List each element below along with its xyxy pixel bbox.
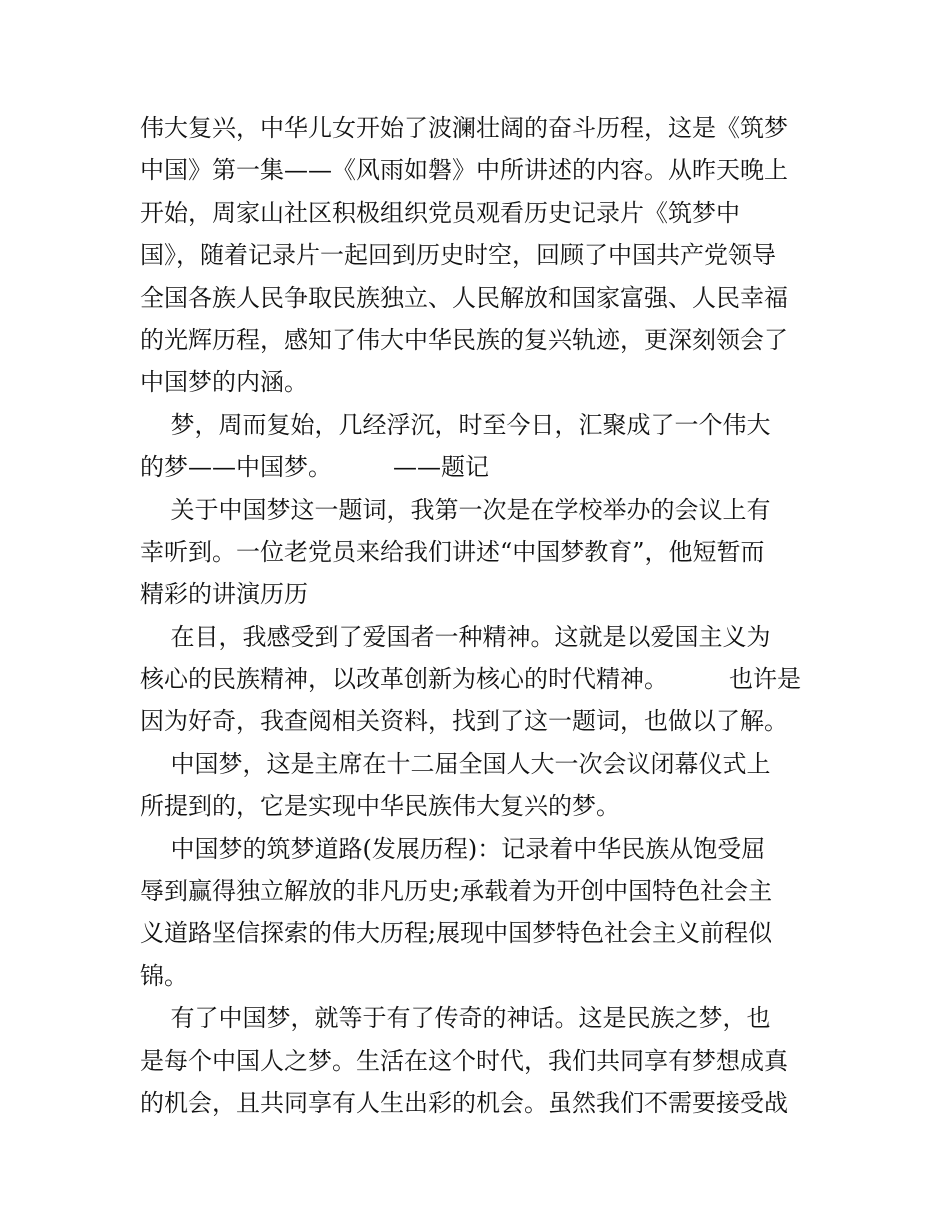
text-line: 核心的民族精神，以改革创新为核心的时代精神。 也许是 <box>140 665 802 694</box>
text-line: 中国梦，这是主席在十二届全国人大一次会议闭幕仪式上 <box>140 749 771 778</box>
text-line: 的梦——中国梦。 ——题记 <box>140 453 490 482</box>
text-line: 梦，周而复始，几经浮沉，时至今日，汇聚成了一个伟大 <box>140 410 771 439</box>
text-line: 精彩的讲演历历 <box>140 580 308 609</box>
text-line: 辱到赢得独立解放的非凡历史;承载着为开创中国特色社会主 <box>140 877 773 906</box>
text-line: 开始，周家山社区积极组织党员观看历史记录片《筑梦中 <box>140 198 740 227</box>
text-line: 幸听到。一位老党员来给我们讲述“中国梦教育”，他短暂而 <box>140 537 765 566</box>
text-line: 因为好奇，我查阅相关资料，找到了这一题词，也做以了解。 <box>140 707 788 736</box>
body-text <box>140 107 812 1124</box>
text-line: 的光辉历程，感知了伟大中华民族的复兴轨迹，更深刻领会了 <box>140 325 788 354</box>
text-line: 所提到的，它是实现中华民族伟大复兴的梦。 <box>140 792 620 821</box>
text-line: 的机会，且共同享有人生出彩的机会。虽然我们不需要接受战 <box>140 1088 788 1117</box>
text-line: 全国各族人民争取民族独立、人民解放和国家富强、人民幸福 <box>140 283 788 312</box>
text-line: 锦。 <box>140 961 188 990</box>
text-line: 是每个中国人之梦。生活在这个时代，我们共同享有梦想成真 <box>140 1046 788 1075</box>
text-line: 义道路坚信探索的伟大历程;展现中国梦特色社会主义前程似 <box>140 919 773 948</box>
text-line: 伟大复兴，中华儿女开始了波澜壮阔的奋斗历程，这是《筑梦 <box>140 114 788 142</box>
text-line: 关于中国梦这一题词，我第一次是在学校举办的会议上有 <box>140 495 771 524</box>
text-line: 中国梦的筑梦道路(发展历程)：记录着中华民族从饱受屈 <box>140 834 766 863</box>
text-line: 中国》第一集——《风雨如磐》中所讲述的内容。从昨天晚上 <box>140 156 788 185</box>
text-line: 中国梦的内涵。 <box>140 368 308 397</box>
text-line: 有了中国梦，就等于有了传奇的神话。这是民族之梦，也 <box>140 1004 771 1033</box>
text-line: 国》，随着记录片一起回到历史时空，回顾了中国共产党领导 <box>140 241 776 270</box>
text-line: 在目，我感受到了爱国者一种精神。这就是以爱国主义为 <box>140 622 771 651</box>
